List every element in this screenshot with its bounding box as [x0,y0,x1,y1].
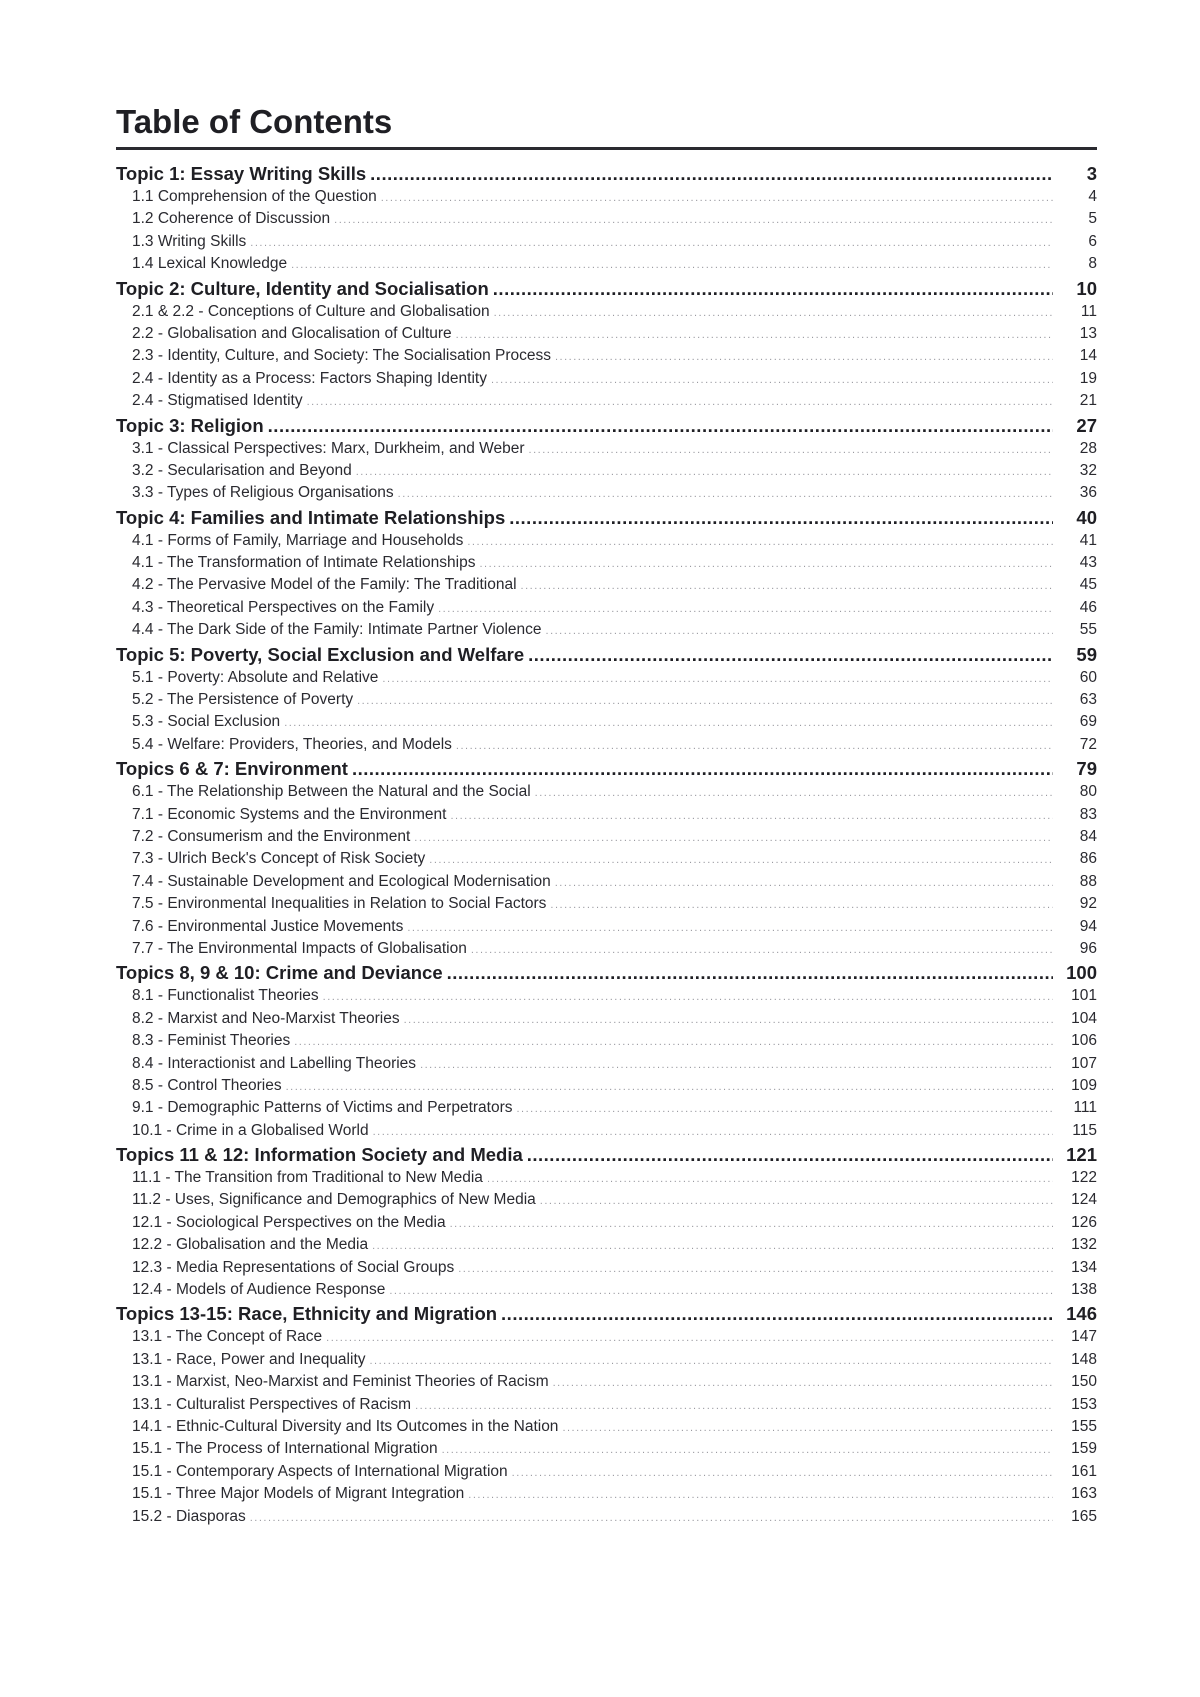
dot-leader [326,1327,1053,1348]
subsection-title: 5.1 - Poverty: Absolute and Relative [132,668,379,686]
page-number: 8 [1088,255,1097,273]
subsection-title: 15.1 - Contemporary Aspects of International Migration [132,1462,508,1480]
page-number: 80 [1079,783,1097,801]
page-number: 106 [1071,1032,1097,1050]
dot-leader [370,1350,1054,1371]
dot-leader [370,161,1053,186]
toc-subsection-entry[interactable] [116,1234,1097,1256]
toc-subsection-entry[interactable] [116,916,1097,938]
toc-topic-entry[interactable] [116,1301,1097,1326]
toc-subsection-entry[interactable] [116,597,1097,619]
page-number: 88 [1079,872,1097,890]
subsection-title: 8.3 - Feminist Theories [132,1032,291,1050]
page-number: 111 [1073,1099,1097,1117]
page-number: 92 [1079,895,1097,913]
page-number: 146 [1066,1303,1097,1325]
dot-leader [517,1098,1054,1119]
toc-subsection-entry[interactable] [116,826,1097,848]
dot-leader [529,439,1053,460]
toc-subsection-entry[interactable] [116,482,1097,504]
page-number: 126 [1071,1213,1097,1231]
page-number: 107 [1071,1054,1097,1072]
subsection-title: 4.1 - The Transformation of Intimate Relationships [132,554,476,572]
subsection-title: 8.1 - Functionalist Theories [132,987,319,1005]
page-number: 3 [1086,163,1097,184]
subsection-title: 7.7 - The Environmental Impacts of Globalisation [132,939,467,957]
dot-leader [250,1507,1053,1528]
page-number: 86 [1079,850,1097,868]
toc-subsection-entry[interactable] [116,1097,1097,1119]
page-number: 21 [1079,392,1097,410]
page-number: 159 [1071,1440,1097,1458]
toc-subsection-entry[interactable] [116,1212,1097,1234]
page-number: 13 [1079,324,1097,342]
page-number: 5 [1088,210,1097,228]
dot-leader [562,1417,1053,1438]
topic-title: Topic 1: Essay Writing Skills [116,163,367,184]
subsection-title: 7.2 - Consumerism and the Environment [132,827,411,845]
page-number: 155 [1071,1417,1097,1435]
subsection-title: 14.1 - Ethnic-Cultural Diversity and Its Outcomes in the Nation [132,1417,559,1435]
dot-leader [294,1031,1053,1052]
dot-leader [494,302,1053,323]
page-number: 84 [1079,827,1097,845]
page-number: 161 [1071,1462,1097,1480]
subsection-title: 9.1 - Demographic Patterns of Victims and Perpetrators [132,1099,513,1117]
dot-leader [334,209,1053,230]
toc-topic-entry[interactable] [116,1142,1097,1167]
subsection-title: 2.4 - Stigmatised Identity [132,392,303,410]
subsection-title: 3.1 - Classical Perspectives: Marx, Durkheim, and Weber [132,439,525,457]
toc-subsection-entry[interactable] [116,711,1097,733]
toc-subsection-entry[interactable] [116,1030,1097,1052]
page-number: 150 [1071,1373,1097,1391]
toc-list [116,161,1097,1528]
toc-subsection-entry[interactable] [116,938,1097,960]
dot-leader [512,1462,1053,1483]
page-number: 132 [1071,1236,1097,1254]
topic-title: Topics 11 & 12: Information Society and Media [116,1144,523,1166]
dot-leader [414,827,1053,848]
subsection-title: 7.5 - Environmental Inequalities in Relation to Social Factors [132,895,547,913]
toc-topic-entry[interactable] [116,505,1097,530]
subsection-title: 13.1 - The Concept of Race [132,1328,323,1346]
dot-leader [284,712,1053,733]
topic-title: Topic 2: Culture, Identity and Socialisation [116,277,489,299]
dot-leader [456,735,1053,756]
dot-leader [487,1168,1053,1189]
toc-subsection-entry[interactable] [116,1461,1097,1483]
page-number: 138 [1071,1281,1097,1299]
toc-subsection-entry[interactable] [116,667,1097,689]
dot-leader [398,483,1053,504]
subsection-title: 13.1 - Culturalist Perspectives of Racism [132,1395,412,1413]
toc-subsection-entry[interactable] [116,552,1097,574]
page-number: 40 [1076,506,1097,528]
toc-subsection-entry[interactable] [116,530,1097,552]
toc-subsection-entry[interactable] [116,804,1097,826]
dot-leader [438,598,1053,619]
page-number: 43 [1079,554,1097,572]
dot-leader [479,553,1053,574]
page-number: 121 [1066,1144,1097,1166]
subsection-title: 8.5 - Control Theories [132,1076,282,1094]
page-number: 45 [1079,576,1097,594]
page-number: 72 [1079,735,1097,753]
dot-leader [381,187,1053,208]
dot-leader [458,1258,1053,1279]
toc-subsection-entry[interactable] [116,1438,1097,1460]
subsection-title: 13.1 - Race, Power and Inequality [132,1350,366,1368]
toc-subsection-entry[interactable] [116,1008,1097,1030]
toc-subsection-entry[interactable] [116,253,1097,275]
page-number: 55 [1079,621,1097,639]
subsection-title: 10.1 - Crime in a Globalised World [132,1121,369,1139]
page-number: 165 [1071,1507,1097,1525]
dot-leader [540,1190,1053,1211]
subsection-title: 1.3 Writing Skills [132,232,247,250]
toc-subsection-entry[interactable] [116,1349,1097,1371]
page-number: 153 [1071,1395,1097,1413]
page-number: 101 [1071,987,1097,1005]
toc-subsection-entry[interactable] [116,438,1097,460]
dot-leader [372,1235,1053,1256]
toc-subsection-entry[interactable] [116,893,1097,915]
toc-subsection-entry[interactable] [116,1326,1097,1348]
subsection-title: 15.2 - Diasporas [132,1507,246,1525]
page-number: 122 [1071,1169,1097,1187]
toc-subsection-entry[interactable] [116,390,1097,412]
page-number: 69 [1079,713,1097,731]
dot-leader [528,642,1053,667]
subsection-title: 12.1 - Sociological Perspectives on the Media [132,1213,446,1231]
dot-leader [456,324,1053,345]
toc-subsection-entry[interactable] [116,345,1097,367]
page-number: 28 [1079,439,1097,457]
subsection-title: 2.1 & 2.2 - Conceptions of Culture and Globalisation [132,302,490,320]
topic-title: Topic 3: Religion [116,414,264,436]
toc-subsection-entry[interactable] [116,574,1097,596]
toc-subsection-entry[interactable] [116,1189,1097,1211]
toc-subsection-entry[interactable] [116,186,1097,208]
page-number: 10 [1076,277,1097,299]
dot-leader [357,690,1053,711]
page-number: 11 [1080,302,1097,320]
page-title: Table of Contents [116,103,393,140]
dot-leader [323,986,1053,1007]
subsection-title: 11.1 - The Transition from Traditional to New Media [132,1169,483,1187]
subsection-title: 4.3 - Theoretical Perspectives on the Family [132,598,435,616]
subsection-title: 7.6 - Environmental Justice Movements [132,917,404,935]
toc-topic-entry[interactable] [116,413,1097,438]
toc-topic-entry[interactable] [116,756,1097,781]
toc-topic-entry[interactable] [116,960,1097,985]
toc-subsection-entry[interactable] [116,1075,1097,1097]
subsection-title: 4.4 - The Dark Side of the Family: Intimate Partner Violence [132,621,542,639]
topic-title: Topic 5: Poverty, Social Exclusion and Welfare [116,643,525,665]
page-number: 60 [1079,668,1097,686]
subsection-title: 12.4 - Models of Audience Response [132,1281,386,1299]
dot-leader [550,894,1053,915]
page-number: 32 [1079,461,1097,479]
dot-leader [382,668,1053,689]
toc-subsection-entry[interactable] [116,985,1097,1007]
dot-leader [420,1054,1053,1075]
dot-leader [429,849,1053,870]
dot-leader [404,1009,1053,1030]
dot-leader [521,575,1053,596]
subsection-title: 7.4 - Sustainable Development and Ecological Modernisation [132,872,551,890]
dot-leader [555,872,1053,893]
page-number: 36 [1079,484,1097,502]
toc-subsection-entry[interactable] [116,1371,1097,1393]
subsection-title: 11.2 - Uses, Significance and Demographics of New Media [132,1191,536,1209]
toc-subsection-entry[interactable] [116,460,1097,482]
subsection-title: 8.4 - Interactionist and Labelling Theories [132,1054,417,1072]
title-divider [116,147,1097,150]
toc-subsection-entry[interactable] [116,1257,1097,1279]
dot-leader [509,505,1053,530]
toc-subsection-entry[interactable] [116,208,1097,230]
topic-title: Topics 6 & 7: Environment [116,758,348,780]
dot-leader [450,1213,1053,1234]
page-number: 109 [1071,1076,1097,1094]
subsection-title: 7.1 - Economic Systems and the Environment [132,805,447,823]
subsection-title: 12.2 - Globalisation and the Media [132,1236,369,1254]
toc-subsection-entry[interactable] [116,1167,1097,1189]
page-number: 96 [1079,939,1097,957]
subsection-title: 13.1 - Marxist, Neo-Marxist and Feminist Theories of Racism [132,1373,549,1391]
dot-leader [471,939,1053,960]
subsection-title: 3.2 - Secularisation and Beyond [132,461,352,479]
toc-subsection-entry[interactable] [116,1416,1097,1438]
toc-subsection-entry[interactable] [116,231,1097,253]
subsection-title: 8.2 - Marxist and Neo-Marxist Theories [132,1009,400,1027]
toc-subsection-entry[interactable] [116,1120,1097,1142]
dot-leader [491,369,1053,390]
dot-leader [501,1301,1053,1326]
toc-subsection-entry[interactable] [116,619,1097,641]
subsection-title: 4.1 - Forms of Family, Marriage and Households [132,531,464,549]
dot-leader [493,276,1053,301]
dot-leader [535,782,1053,803]
page-number: 115 [1072,1121,1097,1139]
toc-topic-entry[interactable] [116,642,1097,667]
subsection-title: 2.3 - Identity, Culture, and Society: The Socialisation Process [132,347,551,365]
dot-leader [442,1439,1053,1460]
toc-subsection-entry[interactable] [116,1053,1097,1075]
dot-leader [268,413,1053,438]
page-number: 14 [1079,347,1097,365]
subsection-title: 5.4 - Welfare: Providers, Theories, and Models [132,735,452,753]
subsection-title: 1.2 Coherence of Discussion [132,210,331,228]
toc-subsection-entry[interactable] [116,1279,1097,1301]
page-number: 41 [1079,531,1097,549]
toc-subsection-entry[interactable] [116,301,1097,323]
subsection-title: 5.3 - Social Exclusion [132,713,281,731]
page-number: 83 [1079,805,1097,823]
page-number: 63 [1079,691,1097,709]
dot-leader [291,254,1053,275]
subsection-title: 1.1 Comprehension of the Question [132,188,377,205]
toc-subsection-entry[interactable] [116,734,1097,756]
page-number: 104 [1071,1009,1097,1027]
subsection-title: 2.2 - Globalisation and Glocalisation of Culture [132,324,452,342]
dot-leader [356,461,1053,482]
toc-subsection-entry[interactable] [116,848,1097,870]
dot-leader [546,620,1053,641]
toc-subsection-entry[interactable] [116,1394,1097,1416]
dot-leader [389,1280,1053,1301]
dot-leader [468,1484,1053,1505]
page-number: 124 [1071,1191,1097,1209]
toc-subsection-entry[interactable] [116,1506,1097,1528]
dot-leader [250,232,1053,253]
toc-subsection-entry[interactable] [116,1483,1097,1505]
subsection-title: 2.4 - Identity as a Process: Factors Shaping Identity [132,369,487,387]
page-number: 147 [1071,1328,1097,1346]
topic-title: Topics 13-15: Race, Ethnicity and Migration [116,1303,498,1325]
dot-leader [352,756,1053,781]
toc-subsection-entry[interactable] [116,689,1097,711]
page-number: 163 [1071,1485,1097,1503]
dot-leader [467,531,1053,552]
dot-leader [373,1121,1053,1142]
dot-leader [553,1372,1053,1393]
dot-leader [447,960,1053,985]
subsection-title: 5.2 - The Persistence of Poverty [132,691,354,709]
subsection-title: 4.2 - The Pervasive Model of the Family: The Traditional [132,576,517,594]
page-number: 148 [1071,1350,1097,1368]
page-number: 46 [1079,598,1097,616]
toc-subsection-entry[interactable] [116,368,1097,390]
subsection-title: 1.4 Lexical Knowledge [132,255,288,273]
page-number: 134 [1071,1258,1097,1276]
dot-leader [307,391,1053,412]
subsection-title: 12.3 - Media Representations of Social Groups [132,1258,455,1276]
subsection-title: 3.3 - Types of Religious Organisations [132,484,394,502]
topic-title: Topics 8, 9 & 10: Crime and Deviance [116,962,443,984]
dot-leader [450,805,1053,826]
subsection-title: 15.1 - The Process of International Migration [132,1440,438,1458]
toc-topic-entry[interactable] [116,276,1097,301]
toc-page [116,100,1097,1528]
subsection-title: 7.3 - Ulrich Beck's Concept of Risk Society [132,850,426,868]
subsection-title: 15.1 - Three Major Models of Migrant Integration [132,1485,465,1503]
page-number: 59 [1076,643,1097,665]
subsection-title: 6.1 - The Relationship Between the Natural and the Social [132,783,531,801]
dot-leader [415,1395,1053,1416]
toc-subsection-entry[interactable] [116,871,1097,893]
page-number: 27 [1076,414,1097,436]
topic-title: Topic 4: Families and Intimate Relationships [116,506,506,528]
toc-topic-entry[interactable] [116,161,1097,186]
toc-subsection-entry[interactable] [116,781,1097,803]
page-number: 94 [1079,917,1097,935]
toc-subsection-entry[interactable] [116,323,1097,345]
dot-leader [286,1076,1053,1097]
dot-leader [555,346,1053,367]
page-number: 100 [1066,962,1097,984]
dot-leader [527,1142,1053,1167]
dot-leader [407,917,1053,938]
page-number: 19 [1079,369,1097,387]
page-number: 4 [1088,188,1097,205]
page-number: 6 [1088,232,1097,250]
page-number: 79 [1076,758,1097,780]
